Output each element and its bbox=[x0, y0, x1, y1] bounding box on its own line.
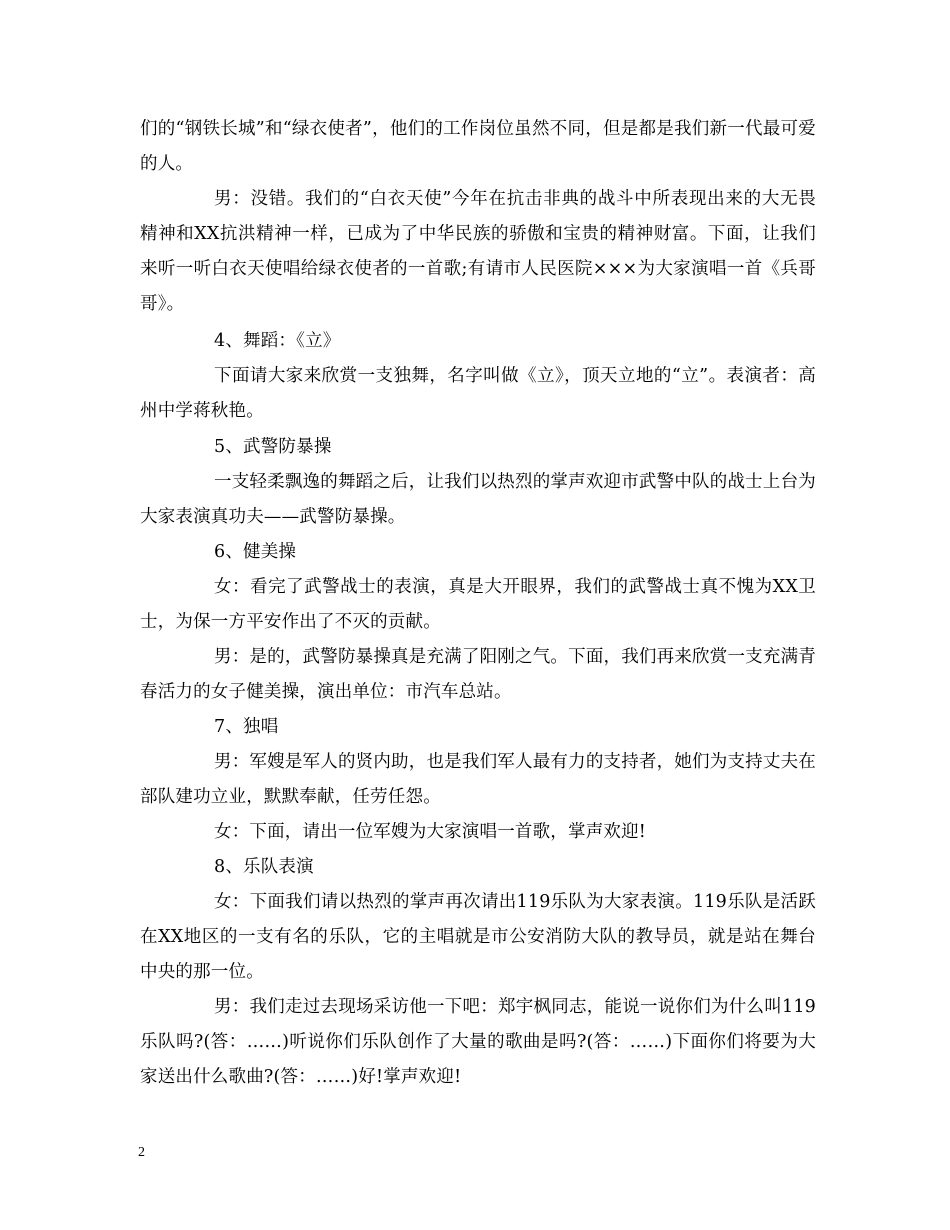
section-heading: 5、武警防暴操 bbox=[214, 437, 332, 457]
paragraph: 男：是的，武警防暴操真是充满了阳刚之气。下面，我们再来欣赏一支充满青春活力的女子健美操，演出单位：市汽车总站。 bbox=[140, 647, 816, 702]
paragraph: 下面请大家来欣赏一支独舞，名字叫做《立》，顶天立地的“立”。表演者：高州中学蒋秋艳。 bbox=[140, 366, 816, 421]
section-heading: 8、乐队表演 bbox=[214, 857, 314, 877]
paragraph: 们的“钢铁长城”和“绿衣使者”，他们的工作岗位虽然不同，但是都是我们新一代最可爱的人。 bbox=[140, 119, 816, 174]
paragraph: 男：没错。我们的“白衣天使”今年在抗击非典的战斗中所表现出来的大无畏精神和XX抗洪精神一样，已成为了中华民族的骄傲和宝贵的精神财富。下面，让我们来听一听白衣天使唱给绿衣使者的一首歌;有请市人民医院×××为大家演唱一首《兵哥哥》。 bbox=[140, 189, 816, 314]
paragraph: 女：看完了武警战士的表演，真是大开眼界，我们的武警战士真不愧为XX卫士，为保一方平安作出了不灭的贡献。 bbox=[140, 577, 816, 632]
paragraph: 一支轻柔飘逸的舞蹈之后，让我们以热烈的掌声欢迎市武警中队的战士上台为大家表演真功夫——武警防暴操。 bbox=[140, 472, 816, 527]
paragraph: 男：我们走过去现场采访他一下吧：郑宇枫同志，能说一说你们为什么叫119乐队吗?(答：……)听说你们乐队创作了大量的歌曲是吗?(答：……)下面你们将要为大家送出什么歌曲?(答：……)好!掌声欢迎! bbox=[140, 997, 816, 1087]
paragraph: 女：下面我们请以热烈的掌声再次请出119乐队为大家表演。119乐队是活跃在XX地区的一支有名的乐队，它的主唱就是市公安消防大队的教导员，就是站在舞台中央的那一位。 bbox=[140, 892, 816, 982]
section-heading: 6、健美操 bbox=[214, 542, 297, 562]
paragraph: 女：下面，请出一位军嫂为大家演唱一首歌，掌声欢迎! bbox=[214, 822, 647, 842]
section-heading: 4、舞蹈：《立》 bbox=[214, 331, 341, 351]
paragraph: 男：军嫂是军人的贤内助，也是我们军人最有力的支持者，她们为支持丈夫在部队建功立业，默默奉献，任劳任怨。 bbox=[140, 752, 816, 807]
page-number: 2 bbox=[138, 1145, 145, 1160]
section-heading: 7、独唱 bbox=[214, 717, 279, 737]
